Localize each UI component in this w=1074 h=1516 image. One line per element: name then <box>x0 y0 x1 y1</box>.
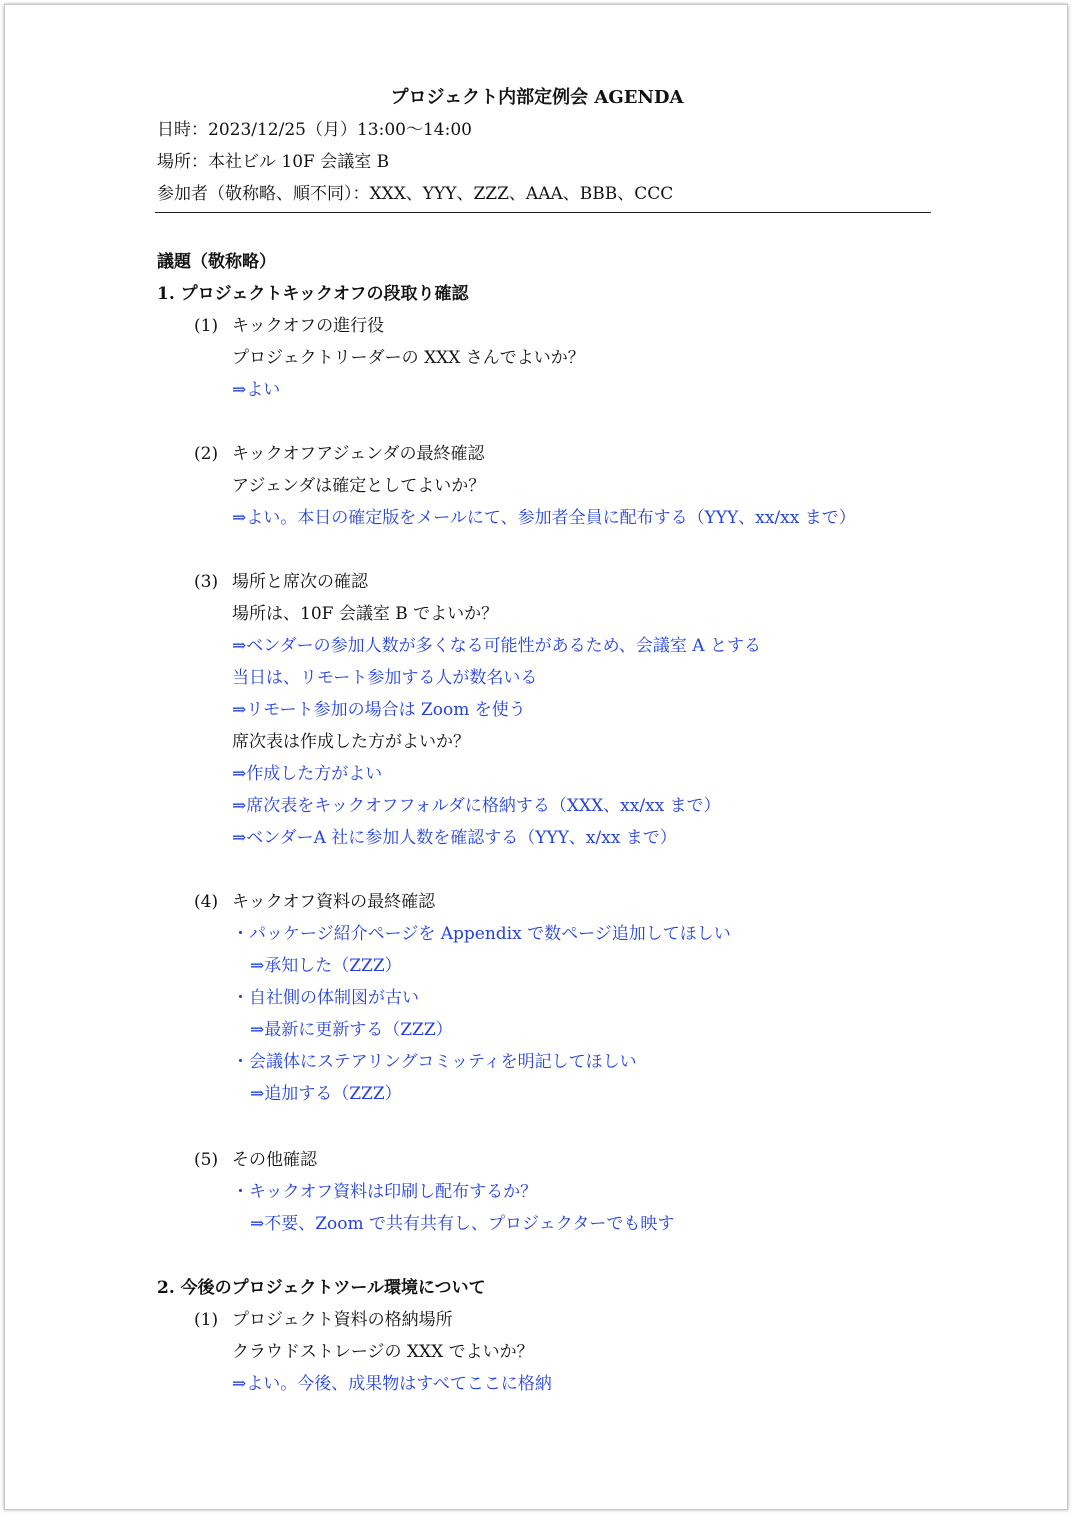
item-1-4-bullet-2: ・自社側の体制図が古い <box>232 988 419 1008</box>
item-1-4-bullet-1: ・パッケージ紹介ページを Appendix で数ページ追加してほしい <box>232 924 731 944</box>
meeting-datetime: 日時：2023/12/25（月）13:00～14:00 <box>157 120 472 140</box>
item-1-4-number: (4) <box>194 892 219 912</box>
item-1-5-reply-1: ⇒不要、Zoom で共有共有し、プロジェクターでも映す <box>250 1214 675 1234</box>
item-2-1-question: クラウドストレージの XXX でよいか？ <box>232 1342 534 1362</box>
item-1-3-number: (3) <box>194 572 219 592</box>
meeting-attendees: 参加者（敬称略、順不同）：XXX、YYY、ZZZ、AAA、BBB、CCC <box>157 184 674 204</box>
item-1-4-reply-3: ⇒追加する（ZZZ） <box>250 1084 402 1104</box>
section-1-heading: 1. プロジェクトキックオフの段取り確認 <box>157 284 469 304</box>
item-2-1-answer: ⇒よい。今後、成果物はすべてここに格納 <box>232 1374 552 1394</box>
agenda-heading: 議題（敬称略） <box>157 252 276 272</box>
section-2-heading: 2. 今後のプロジェクトツール環境について <box>157 1278 486 1298</box>
item-1-3-answer-6: ⇒ベンダーA 社に参加人数を確認する（YYY、x/xx まで） <box>232 828 677 848</box>
item-1-3-answer-5: ⇒席次表をキックオフフォルダに格納する（XXX、xx/xx まで） <box>232 796 721 816</box>
item-1-1-answer: ⇒よい <box>232 380 281 400</box>
item-1-1-number: (1) <box>194 316 219 336</box>
item-1-3-question-2: 席次表は作成した方がよいか？ <box>232 732 470 752</box>
item-2-1-number: (1) <box>194 1310 219 1330</box>
item-1-4-bullet-3: ・会議体にステアリングコミッティを明記してほしい <box>232 1052 637 1072</box>
item-1-1-question: プロジェクトリーダーの XXX さんでよいか？ <box>232 348 585 368</box>
item-1-3-answer-1: ⇒ベンダーの参加人数が多くなる可能性があるため、会議室 A とする <box>232 636 761 656</box>
item-1-4-reply-1: ⇒承知した（ZZZ） <box>250 956 402 976</box>
item-1-2-number: (2) <box>194 444 219 464</box>
item-1-2-title: キックオフアジェンダの最終確認 <box>232 444 485 464</box>
item-1-3-answer-4: ⇒作成した方がよい <box>232 764 383 784</box>
item-1-3-title: 場所と席次の確認 <box>232 572 368 592</box>
meeting-place: 場所：本社ビル 10F 会議室 B <box>157 152 390 172</box>
item-1-2-question: アジェンダは確定としてよいか？ <box>232 476 486 496</box>
item-1-4-reply-2: ⇒最新に更新する（ZZZ） <box>250 1020 453 1040</box>
item-1-3-answer-3: ⇒リモート参加の場合は Zoom を使う <box>232 700 526 720</box>
item-1-5-bullet-1: ・キックオフ資料は印刷し配布するか？ <box>232 1182 538 1202</box>
item-1-5-title: その他確認 <box>232 1150 317 1170</box>
item-2-1-title: プロジェクト資料の格納場所 <box>232 1310 453 1330</box>
item-1-3-answer-2: 当日は、リモート参加する人が数名いる <box>232 668 538 688</box>
document-title: プロジェクト内部定例会 AGENDA <box>390 87 684 108</box>
item-1-5-number: (5) <box>194 1150 219 1170</box>
item-1-4-title: キックオフ資料の最終確認 <box>232 892 436 912</box>
item-1-1-title: キックオフの進行役 <box>232 316 385 336</box>
header-divider <box>155 212 931 213</box>
item-1-2-answer: ⇒よい。本日の確定版をメールにて、参加者全員に配布する（YYY、xx/xx まで） <box>232 508 856 528</box>
item-1-3-question-1: 場所は、10F 会議室 B でよいか？ <box>232 604 499 624</box>
